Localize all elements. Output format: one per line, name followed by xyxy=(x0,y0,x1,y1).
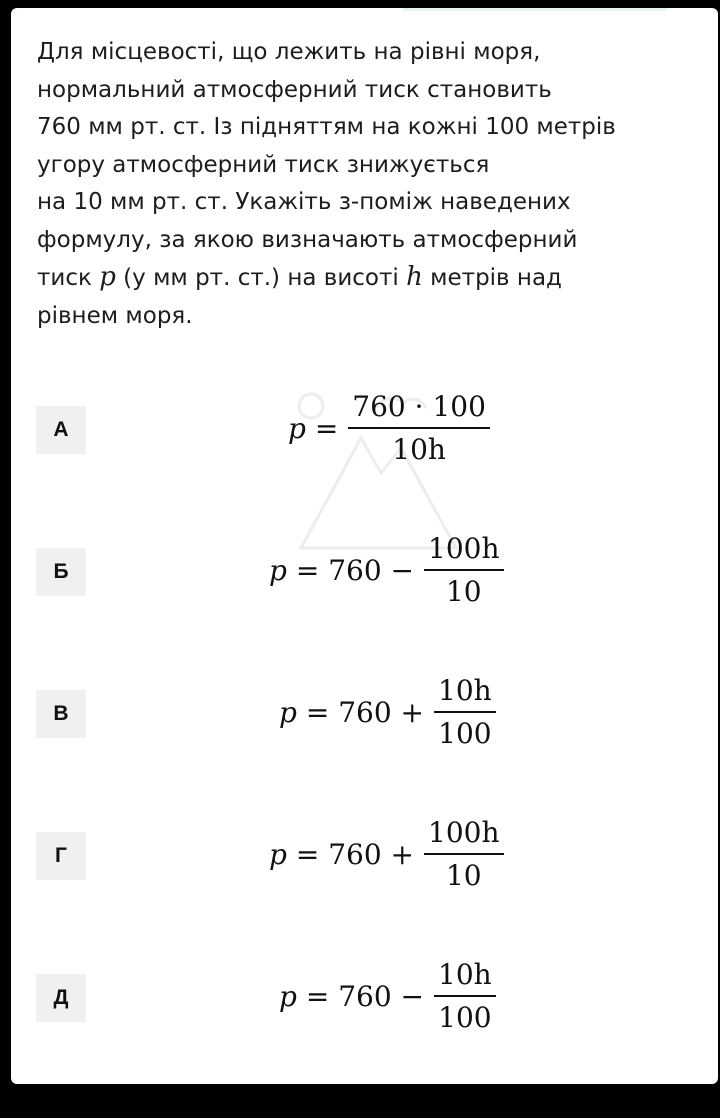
formula-lhs: p = xyxy=(288,411,339,445)
formula-lhs: p = xyxy=(279,979,330,1013)
fraction-numerator: 10h xyxy=(438,958,492,991)
formula-rest: 760 + xyxy=(329,695,425,729)
formula-fraction xyxy=(424,532,503,608)
formula-rest: 760 + xyxy=(319,837,415,871)
option-letter-badge[interactable]: А xyxy=(36,406,86,454)
fraction-denominator: 100 xyxy=(438,717,492,750)
variable-p: p xyxy=(99,262,116,292)
formula-a xyxy=(288,390,490,466)
formula-lhs: p = xyxy=(269,553,320,587)
formula-d xyxy=(279,958,496,1034)
fraction-denominator: 100 xyxy=(438,1001,492,1034)
question-line-8: рівнем моря. xyxy=(37,302,193,329)
fraction-denominator: 10 xyxy=(445,575,482,608)
question-line-5: на 10 мм рт. ст. Укажіть з-поміж наведених xyxy=(37,189,571,215)
question-text xyxy=(37,34,687,335)
option-letter-badge[interactable]: В xyxy=(36,690,86,738)
question-line-1: Для місцевості, що лежить на рівні моря, xyxy=(37,39,541,65)
task-card xyxy=(11,8,718,1084)
formula-fraction xyxy=(424,816,503,892)
option-letter-badge[interactable]: Д xyxy=(36,974,86,1022)
fraction-denominator: 10h xyxy=(392,433,446,466)
option-letter-badge[interactable]: Б xyxy=(36,548,86,596)
fraction-numerator: 10h xyxy=(438,674,492,707)
question-line-4: угору атмосферний тиск знижується xyxy=(37,151,490,178)
formula-fraction xyxy=(434,958,496,1034)
answer-option-v[interactable] xyxy=(11,664,718,764)
question-line-7-part: метрів над xyxy=(422,265,562,291)
question-line-2: нормальний атмосферний тиск становить xyxy=(37,76,552,103)
formula-lhs: p = xyxy=(279,695,330,729)
answer-option-b[interactable] xyxy=(11,522,718,622)
fraction-numerator: 100h xyxy=(428,532,500,565)
answer-option-g[interactable] xyxy=(11,806,718,906)
question-line-6: формулу, за якою визначають атмосферний xyxy=(37,226,578,253)
formula-lhs: p = xyxy=(269,837,320,871)
question-line-3: 760 мм рт. ст. Із підняттям на кожні 100 метрів xyxy=(37,114,616,140)
fraction-denominator: 10 xyxy=(445,859,482,892)
formula-v xyxy=(279,674,496,750)
fraction-numerator: 100h xyxy=(428,816,500,849)
formula-b xyxy=(269,532,504,608)
formula-rest: 760 − xyxy=(329,979,425,1013)
question-line-7 xyxy=(37,259,687,298)
formula-g xyxy=(269,816,504,892)
formula-fraction xyxy=(434,674,496,750)
question-line-7-part: (у мм рт. ст.) на висоті xyxy=(115,265,407,291)
option-letter-badge[interactable]: Г xyxy=(36,832,86,880)
fraction-numerator: 760 · 100 xyxy=(352,390,486,423)
question-line-7-part: тиск xyxy=(37,265,100,291)
answer-option-a[interactable] xyxy=(11,380,718,480)
formula-fraction xyxy=(348,390,490,466)
top-accent-bar xyxy=(403,8,667,11)
formula-rest: 760 − xyxy=(319,553,415,587)
variable-h: h xyxy=(406,262,423,292)
answer-option-d[interactable] xyxy=(11,948,718,1048)
